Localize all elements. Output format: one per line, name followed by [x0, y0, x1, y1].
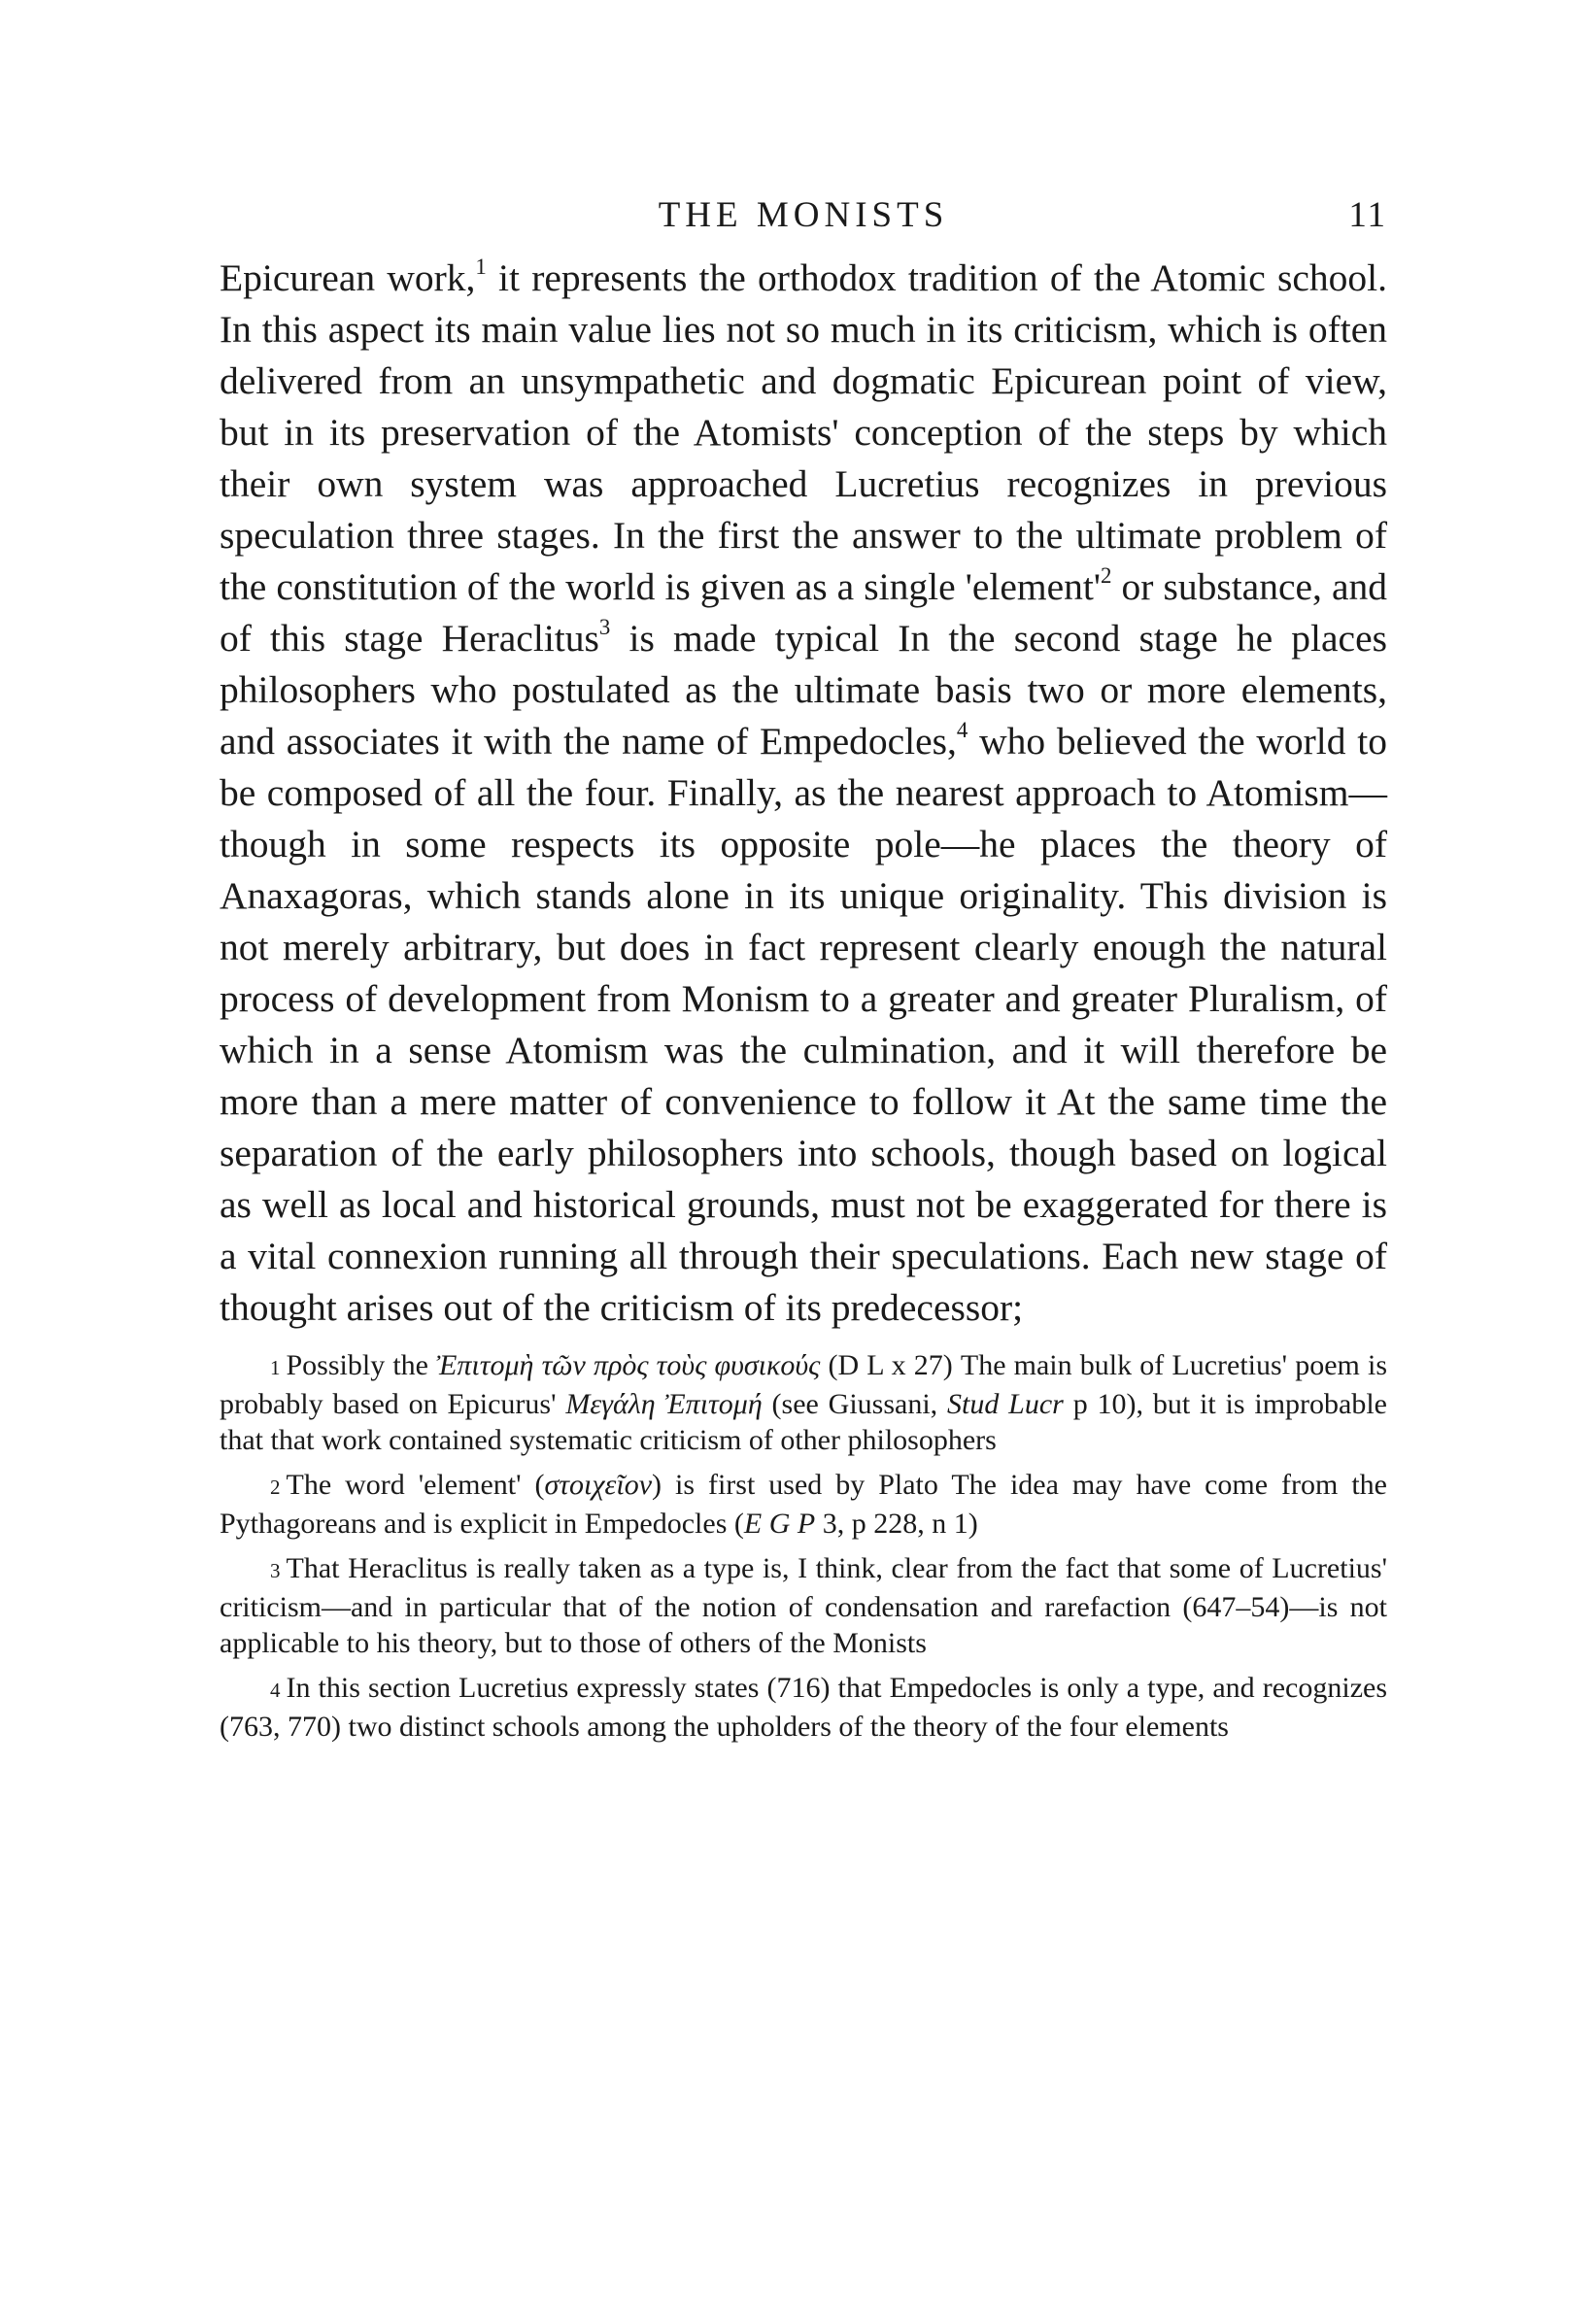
- footnote-ref-2[interactable]: 2: [1100, 563, 1112, 589]
- footnote-4: [220, 1670, 1387, 1745]
- footnote-marker: 3: [270, 1559, 281, 1582]
- footnote-text: (see Giussani,: [762, 1388, 948, 1420]
- footnote-ref-4[interactable]: 4: [956, 718, 968, 743]
- footnote-ref-3[interactable]: 3: [598, 615, 611, 640]
- footnote-ref-1[interactable]: 1: [475, 254, 487, 280]
- footnote-3: [220, 1550, 1387, 1661]
- footnote-1: [220, 1347, 1387, 1458]
- greek-word: στοιχεῖον: [544, 1469, 653, 1501]
- main-paragraph: [220, 253, 1387, 1334]
- book-page: [220, 194, 1387, 1753]
- footnote-text: That Heraclitus is really taken as a type is, I think, clear from the fact that some of Lucretius' criticism—and in particular that of the notion of condensation and rarefaction (647–54)—is not applicable to his theory, but to those of others of the Monists: [220, 1552, 1387, 1659]
- body-segment: is made typical In the second stage he places philosophers who postulated as the ultimate basis two or more elements, and associates it with the name of Empedocles,: [220, 617, 1387, 763]
- cited-work: E G P: [743, 1508, 816, 1540]
- footnote-text: ) is first used by Plato The idea may have come from the Pythagoreans and is explicit in Empedocles (: [220, 1469, 1387, 1540]
- footnote-text: (D L x 27) The main bulk of Lucretius' poem is probably based on Epicurus': [220, 1349, 1388, 1420]
- body-segment: or substance, and of this stage Heraclitus: [220, 565, 1387, 660]
- footnote-text: p 10), but it is improbable that that work contained systematic criticism of other philosophers: [220, 1388, 1387, 1456]
- greek-title: Μεγάλη Ἐπιτομή: [565, 1388, 763, 1420]
- footnote-marker: 2: [270, 1476, 281, 1499]
- footnotes: [220, 1347, 1387, 1745]
- footnote-text: Possibly the: [286, 1349, 437, 1381]
- body-segment: it represents the orthodox tradition of the Atomic school. In this aspect its main value lies not so much in its criticism, which is often delivered from an unsympathetic and dogmatic Epicurean point of view, but in its preservation of the Atomists' conception of the steps by which their own system was approached Lucretius recognizes in previous speculation three stages. In the first the answer to the ultimate problem of the constitution of the world is given as a single 'element': [220, 256, 1387, 608]
- page-number: 11: [1348, 195, 1387, 235]
- footnote-text: In this section Lucretius expressly states (716) that Empedocles is only a type, and recognizes (763, 770) two distinct schools among the upholders of the theory of the four elements: [220, 1672, 1387, 1743]
- body-segment: Epicurean work,: [220, 256, 476, 299]
- footnote-marker: 1: [270, 1356, 281, 1379]
- running-head: [220, 194, 1387, 243]
- footnote-text: The word 'element' (: [286, 1469, 545, 1501]
- body-segment: who believed the world to be composed of all the four. Finally, as the nearest approach to Atomism—though in some respects its opposite pole—he places the theory of Anaxagoras, which stands alone in its unique originality. This division is not merely arbitrary, but does in fact represent clearly enough the natural process of development from Monism to a greater and greater Pluralism, of which in a sense Atomism was the culmination, and it will therefore be more than a mere matter of convenience to follow it At the same time the separation of the early philosophers into schools, though based on logical as well as local and historical grounds, must not be exaggerated for there is a vital connexion running all through their speculations. Each new stage of thought arises out of the criticism of its predecessor;: [220, 720, 1387, 1329]
- chapter-title: THE MONISTS: [658, 195, 949, 235]
- greek-title: Ἐπιτομὴ τῶν πρὸς τοὺς φυσικούς: [436, 1349, 821, 1381]
- footnote-marker: 4: [270, 1679, 281, 1702]
- cited-work: Stud Lucr: [947, 1388, 1064, 1420]
- footnote-text: 3, p 228, n 1): [815, 1508, 978, 1540]
- footnote-2: [220, 1467, 1387, 1542]
